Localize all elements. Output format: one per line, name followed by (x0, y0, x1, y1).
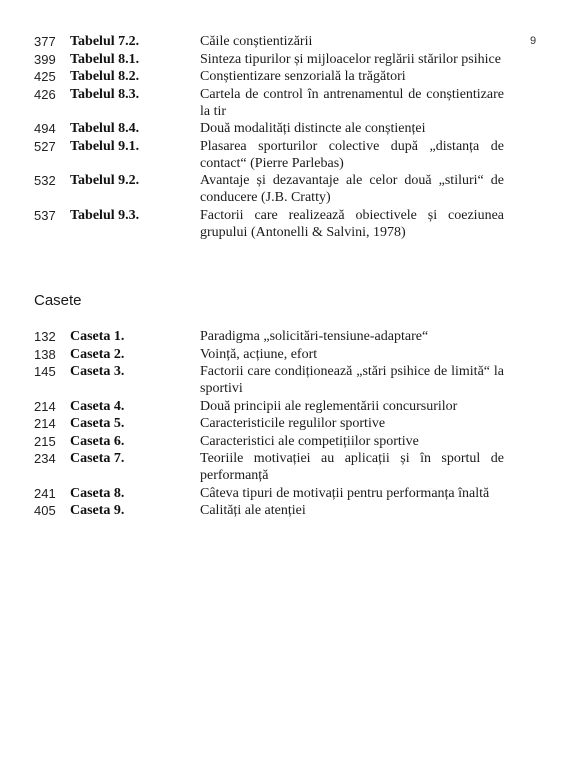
page-ref: 214 (34, 416, 56, 431)
item-title: Caracteristicile regulilor sportive (200, 416, 386, 431)
item-title: Caracteristici ale competițiilor sportive (200, 433, 419, 449)
item-label: Caseta 8. (70, 485, 125, 501)
item-title: Două modalități distincte ale conștienței (200, 121, 426, 136)
page-ref: 234 (34, 451, 56, 466)
list-item (34, 328, 504, 345)
item-title: Avantaje și dezavantaje ale celor două „stiluri“ de conducere (J.B. Cratty) (200, 173, 504, 205)
page-ref: 399 (34, 51, 56, 67)
item-label: Tabelul 7.2. (70, 34, 140, 49)
list-item (34, 502, 504, 519)
item-title: Teoriile motivației au aplicații și în sportul de performanță (200, 451, 504, 483)
item-title: Conștientizare senzorială la trăgători (200, 69, 406, 84)
section-heading: Casete (34, 292, 82, 309)
item-title: Paradigma „solicitări-tensiune-adaptare“ (200, 329, 429, 344)
list-item (34, 450, 504, 484)
item-label: Tabelul 8.1. (70, 51, 140, 67)
list-item (34, 207, 504, 241)
item-title: Două principii ale reglementării concursurilor (200, 398, 458, 414)
list-item (34, 138, 504, 172)
item-title: Cartela de control în antrenamentul de conștientizare la tir (200, 86, 504, 119)
list-item (34, 485, 504, 502)
item-title: Voință, acțiune, efort (200, 346, 318, 362)
item-label: Caseta 3. (70, 364, 125, 379)
list-item (34, 33, 504, 50)
item-label: Tabelul 9.3. (70, 207, 140, 223)
list-item (34, 120, 504, 137)
page-ref: 377 (34, 34, 56, 49)
item-label: Tabelul 8.3. (70, 86, 140, 102)
page-ref: 138 (34, 346, 56, 362)
item-title: Plasarea sporturilor colective după „distanța de contact“ (Pierre Parlebas) (200, 138, 504, 171)
boxes-list (34, 328, 504, 520)
list-item (34, 86, 504, 120)
page-number: 9 (530, 35, 537, 47)
item-label: Caseta 6. (70, 433, 125, 449)
item-label: Caseta 5. (70, 416, 125, 431)
list-item (34, 346, 504, 363)
tables-list (34, 33, 504, 241)
page-ref: 426 (34, 86, 56, 102)
list-item (34, 398, 504, 415)
page-ref: 425 (34, 69, 56, 84)
page-ref: 241 (34, 485, 56, 501)
list-item (34, 433, 504, 450)
list-item (34, 172, 504, 206)
page-ref: 494 (34, 121, 56, 136)
item-title: Factorii care realizează obiectivele și coeziunea grupului (Antonelli & Salvini, 1978) (200, 207, 504, 240)
item-label: Tabelul 8.4. (70, 121, 140, 136)
page-ref: 145 (34, 364, 56, 379)
item-label: Tabelul 9.2. (70, 173, 140, 188)
list-item (34, 51, 504, 68)
page-ref: 215 (34, 433, 56, 449)
list-item (34, 415, 504, 432)
item-title: Sinteza tipurilor și mijloacelor reglării stărilor psihice (200, 51, 501, 67)
item-label: Caseta 4. (70, 398, 125, 414)
item-label: Tabelul 8.2. (70, 69, 140, 84)
page-ref: 132 (34, 329, 56, 344)
item-label: Tabelul 9.1. (70, 138, 140, 154)
item-title: Căile conștientizării (200, 34, 313, 49)
item-label: Caseta 2. (70, 346, 125, 362)
item-title: Factorii care condiționează „stări psihice de limită“ la sportivi (200, 364, 504, 396)
page-ref: 532 (34, 173, 56, 188)
list-item (34, 363, 504, 397)
item-label: Caseta 1. (70, 329, 125, 344)
list-item (34, 68, 504, 85)
item-title: Câteva tipuri de motivații pentru performanța înaltă (200, 485, 490, 501)
page-ref: 537 (34, 207, 56, 223)
page-ref: 405 (34, 503, 56, 518)
page-ref: 527 (34, 138, 56, 154)
item-label: Caseta 7. (70, 451, 125, 466)
page-ref: 214 (34, 398, 56, 414)
item-title: Calități ale atenției (200, 503, 306, 518)
item-label: Caseta 9. (70, 503, 125, 518)
